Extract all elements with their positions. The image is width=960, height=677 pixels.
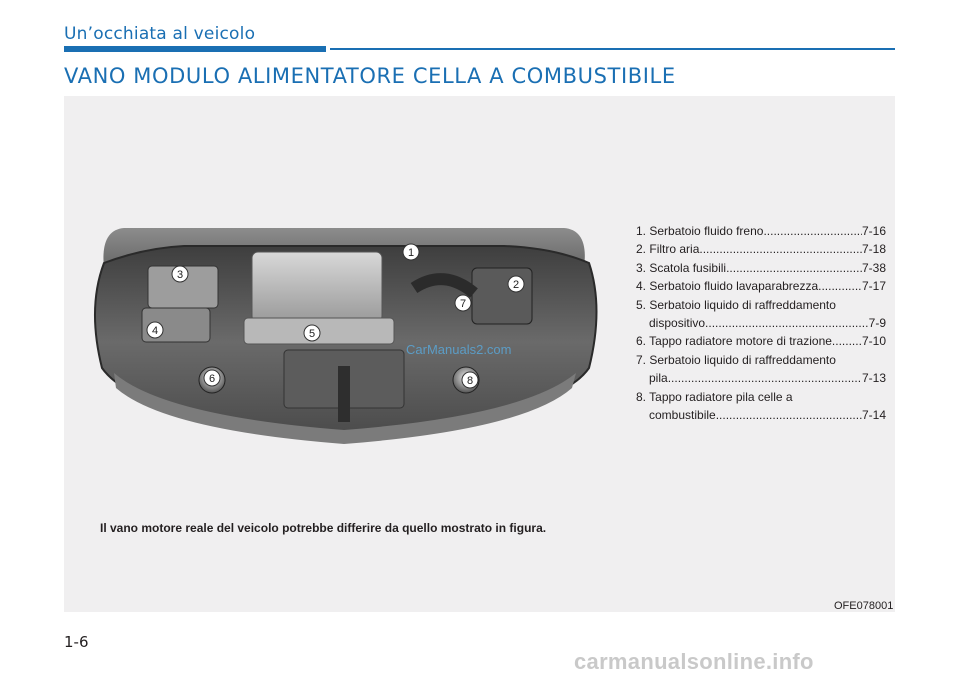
legend-item-3: 3. Scatola fusibili ..... 7-38 bbox=[636, 259, 886, 277]
air-filter bbox=[472, 268, 532, 324]
header-rule-thick bbox=[64, 46, 326, 52]
header-rule-thin bbox=[330, 48, 895, 50]
svg-text:1: 1 bbox=[407, 247, 415, 259]
section-title: Un’occhiata al veicolo bbox=[64, 24, 256, 44]
callout-2 bbox=[508, 276, 524, 292]
svg-text:7: 7 bbox=[459, 298, 467, 310]
legend-item-4: 4. Serbatoio fluido lavaparabrezza ..... 7-17 bbox=[636, 277, 886, 295]
legend bbox=[636, 222, 886, 424]
figure-disclaimer: Il vano motore reale del veicolo potrebbe differire da quello mostrato in figura. bbox=[100, 521, 547, 535]
legend-item-5: 5. Serbatoio liquido di raffreddamento dispositivo ..... 7-9 bbox=[636, 296, 886, 333]
callout-3 bbox=[172, 266, 188, 282]
engine-bay-illustration bbox=[84, 208, 604, 448]
fuel-cell-stack bbox=[252, 252, 382, 322]
callout-8 bbox=[462, 372, 478, 388]
figure-watermark: CarManuals2.com bbox=[406, 342, 512, 357]
callout-6 bbox=[204, 370, 220, 386]
legend-item-2: 2. Filtro aria ..... 7-18 bbox=[636, 240, 886, 258]
callout-1 bbox=[403, 244, 419, 260]
callout-4 bbox=[147, 322, 163, 338]
svg-text:8: 8 bbox=[466, 375, 474, 387]
svg-text:5: 5 bbox=[308, 328, 316, 340]
svg-text:4: 4 bbox=[151, 325, 159, 337]
page-heading: VANO MODULO ALIMENTATORE CELLA A COMBUSTIBILE bbox=[64, 64, 676, 88]
figure-code: OFE078001 bbox=[834, 600, 894, 612]
legend-item-8: 8. Tappo radiatore pila celle a combustibile ..... 7-14 bbox=[636, 388, 886, 425]
site-watermark[interactable]: carmanualsonline.info bbox=[574, 649, 814, 674]
callout-7 bbox=[455, 295, 471, 311]
legend-item-6: 6. Tappo radiatore motore di trazione ..... 7-10 bbox=[636, 332, 886, 350]
svg-text:6: 6 bbox=[208, 373, 216, 385]
callout-5 bbox=[304, 325, 320, 341]
svg-text:3: 3 bbox=[176, 269, 184, 281]
svg-text:2: 2 bbox=[512, 279, 520, 291]
legend-item-7: 7. Serbatoio liquido di raffreddamento pila ..... 7-13 bbox=[636, 351, 886, 388]
legend-item-1: 1. Serbatoio fluido freno ..... 7-16 bbox=[636, 222, 886, 240]
hood-latch bbox=[338, 366, 350, 422]
page-number: 1-6 bbox=[64, 633, 89, 651]
